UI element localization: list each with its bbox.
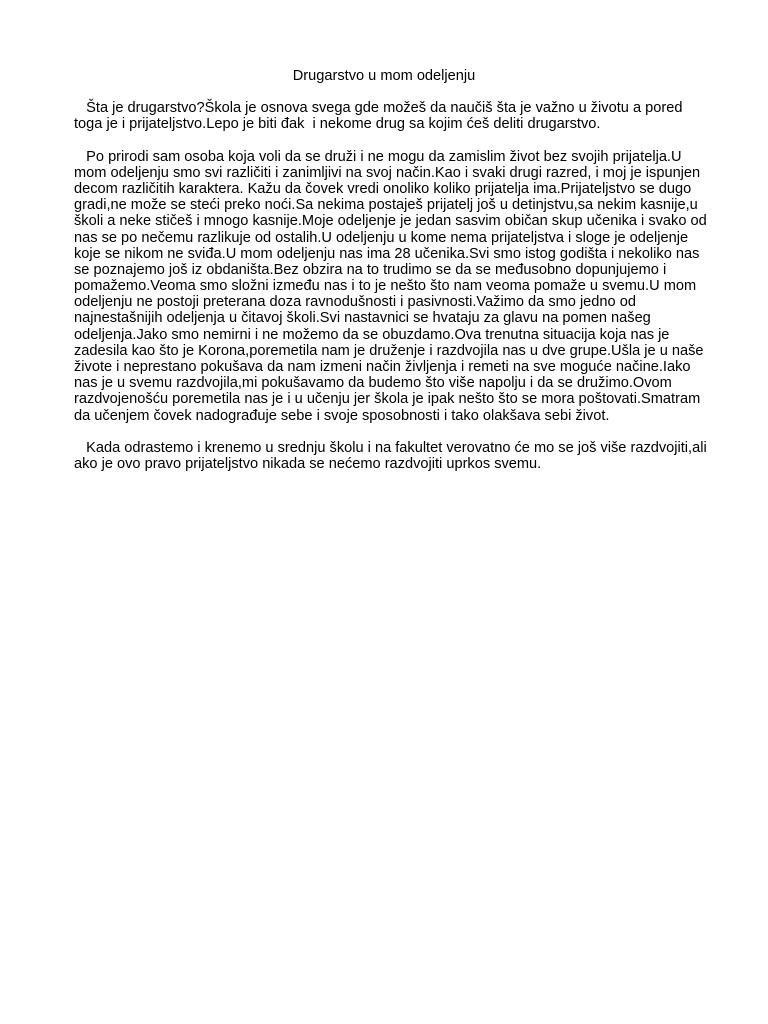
document-title: Drugarstvo u mom odeljenju — [292, 68, 476, 84]
text-line: ako je ovo pravo prijateljstvo nikada se nećemo razdvojiti uprkos svemu. — [74, 456, 542, 473]
text-line: da učenjem čovek nadograđuje sebe i svoje sposobnosti i tako olakšava sebi život. — [74, 407, 610, 424]
text-line: odeljenja.Jako smo nemirni i ne možemo da se obuzdamo.Ova trenutna situacija koja nas je — [74, 326, 670, 343]
text-line: mom odeljenju smo svi različiti i zanimljivi na svoj način.Kao i svaki drugi razred, i moj je ispunjen — [74, 164, 701, 181]
text-line: gradi,ne može se steći preko noći.Sa nekima postaješ prijatelj još u detinjstvu,sa nekim kasnije,u — [74, 197, 698, 214]
text-line: Kada odrastemo i krenemo u srednju školu i na fakultet verovatno će mo se još više razdvojiti,ali — [74, 439, 707, 456]
text-line: nas je u svemu razdvojila,mi pokušavamo da budemo što više napolju i da se družimo.Ovom — [74, 375, 672, 392]
text-line: najnestašnijih odeljenja u čitavoj školi.Svi nastavnici se hvataju za glavu na pomen našeg — [74, 310, 651, 327]
paragraph-main — [74, 148, 707, 424]
text-line: pomažemo.Veoma smo složni između nas i to je nešto što nam veoma pomaže u svemu.U mom — [74, 278, 697, 295]
text-line: Po prirodi sam osoba koja voli da se druži i ne mogu da zamislim život bez svojih prijatelja.U — [74, 148, 682, 165]
text-line: nas se po nečemu razlikuje od ostalih.U odeljenju u kome nema prijateljstva i sloge je odeljenje — [74, 229, 689, 246]
text-line: zadesila kao što je Korona,poremetila nam je druženje i razdvojila nas u dve grupe.Ušla je u naše — [74, 342, 704, 359]
text-line: odeljenju ne postoji preterana doza ravnodušnosti i pasivnosti.Važimo da smo jedno od — [74, 294, 636, 311]
paragraph-intro — [74, 100, 694, 132]
document-body — [74, 100, 707, 489]
text-line: koje se nikom ne sviđa.U mom odeljenju nas ima 28 učenika.Svi smo istog godišta i nekoliko nas — [74, 245, 700, 262]
text-line: razdvojenošću poremetila nas je i u učenju jer škola je ipak nešto što se mora poštovati.Smatram — [74, 391, 701, 408]
text-line: decom različitih karaktera. Kažu da čovek vredi onoliko koliko prijatelja ima.Prijateljstvo se dugo — [74, 180, 692, 197]
text-line: toga je i prijateljstvo.Lepo je biti đak i nekome drug sa kojim ćeš deliti drugarstvo. — [74, 116, 601, 133]
text-line: Šta je drugarstvo?Škola je osnova svega gde možeš da naučiš šta je važno u životu a pored — [74, 100, 683, 116]
text-line: živote i neprestano pokušava da nam izmeni način življenja i remeti na sve moguće načine.Iako — [74, 359, 691, 375]
paragraph-conclusion — [74, 439, 707, 473]
text-line: školi a neke stičeš i mnogo kasnije.Moje odeljenje je jedan sasvim običan skup učenika i svako od — [74, 213, 707, 230]
text-line: se poznajemo još iz obdaništa.Bez obzira na to trudimo se da se međusobno dopunjujemo i — [74, 261, 667, 278]
